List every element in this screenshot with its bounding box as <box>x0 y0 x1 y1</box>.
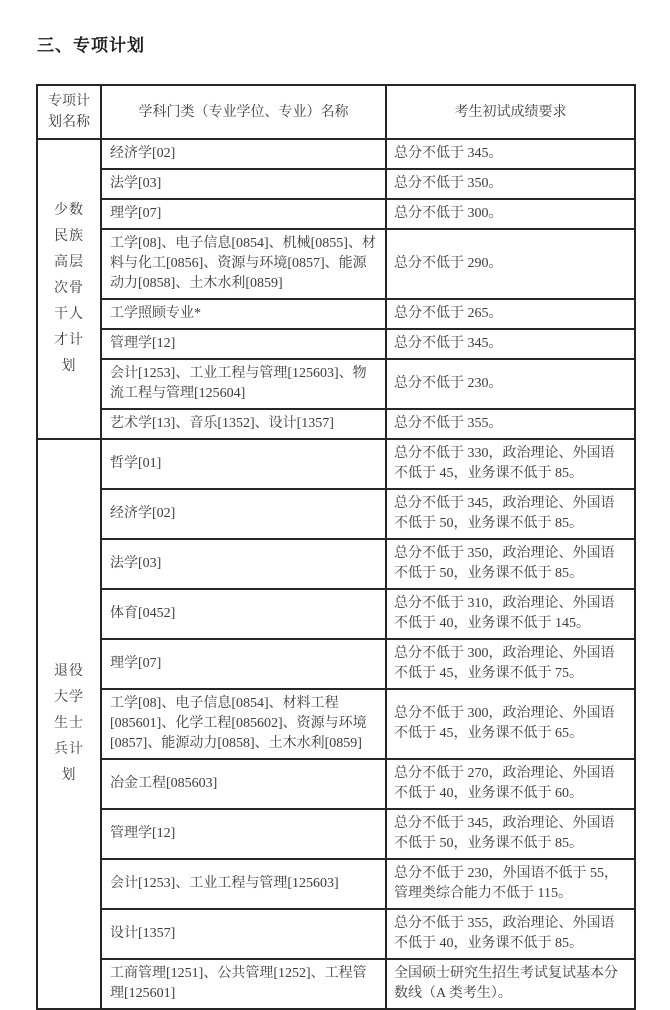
table-row <box>37 689 635 759</box>
plan-name: 少数民族高层次骨干人才计划 <box>54 203 84 374</box>
header-row <box>37 85 635 139</box>
subject-cell: 经济学[02] <box>101 489 386 539</box>
requirement-cell: 总分不低于 355。 <box>386 409 635 439</box>
header-plan-name <box>37 85 101 139</box>
special-plans-table <box>36 84 636 1010</box>
header-requirement: 考生初试成绩要求 <box>386 85 635 139</box>
plan-name-cell <box>37 139 101 439</box>
table-row <box>37 489 635 539</box>
requirement-cell: 总分不低于 345。 <box>386 139 635 169</box>
subject-cell: 冶金工程[085603] <box>101 759 386 809</box>
header-subject: 学科门类（专业学位、专业）名称 <box>101 85 386 139</box>
subject-cell: 管理学[12] <box>101 329 386 359</box>
table-row <box>37 859 635 909</box>
subject-cell: 管理学[12] <box>101 809 386 859</box>
requirement-cell: 总分不低于 230。 <box>386 359 635 409</box>
table-row <box>37 199 635 229</box>
requirement-cell: 总分不低于 350，政治理论、外国语不低于 50，业务课不低于 85。 <box>386 539 635 589</box>
requirement-cell: 总分不低于 345。 <box>386 329 635 359</box>
requirement-cell: 总分不低于 300。 <box>386 199 635 229</box>
requirement-cell: 总分不低于 300，政治理论、外国语不低于 45，业务课不低于 75。 <box>386 639 635 689</box>
requirement-cell: 总分不低于 345，政治理论、外国语不低于 50，业务课不低于 85。 <box>386 809 635 859</box>
requirement-cell: 总分不低于 265。 <box>386 299 635 329</box>
subject-cell: 体育[0452] <box>101 589 386 639</box>
requirement-cell: 总分不低于 230，外国语不低于 55，管理类综合能力不低于 115。 <box>386 859 635 909</box>
requirement-cell: 总分不低于 330，政治理论、外国语不低于 45，业务课不低于 85。 <box>386 439 635 489</box>
table-row <box>37 169 635 199</box>
table-row <box>37 809 635 859</box>
plan-name: 退役大学生士兵计划 <box>54 664 84 783</box>
table-row <box>37 639 635 689</box>
subject-cell: 法学[03] <box>101 169 386 199</box>
requirement-cell: 总分不低于 350。 <box>386 169 635 199</box>
subject-cell: 工学[08]、电子信息[0854]、机械[0855]、材料与化工[0856]、资源与环境[0857]、能源动力[0858]、土木水利[0859] <box>101 229 386 299</box>
table-body <box>37 139 635 1009</box>
requirement-cell: 全国硕士研究生招生考试复试基本分数线（A 类考生）。 <box>386 959 635 1009</box>
subject-cell: 工学[08]、电子信息[0854]、材料工程[085601]、化学工程[085602]、资源与环境[0857]、能源动力[0858]、土木水利[0859] <box>101 689 386 759</box>
requirement-cell: 总分不低于 310，政治理论、外国语不低于 40，业务课不低于 145。 <box>386 589 635 639</box>
page-title: 三、专项计划 <box>37 36 145 55</box>
table-row <box>37 329 635 359</box>
table-row <box>37 229 635 299</box>
plan-name-cell <box>37 439 101 1009</box>
table-row <box>37 299 635 329</box>
requirement-cell: 总分不低于 345，政治理论、外国语不低于 50，业务课不低于 85。 <box>386 489 635 539</box>
requirement-cell: 总分不低于 290。 <box>386 229 635 299</box>
subject-cell: 会计[1253]、工业工程与管理[125603] <box>101 859 386 909</box>
subject-cell: 工学照顾专业* <box>101 299 386 329</box>
subject-cell: 艺术学[13]、音乐[1352]、设计[1357] <box>101 409 386 439</box>
table-row <box>37 409 635 439</box>
table-row <box>37 359 635 409</box>
subject-cell: 哲学[01] <box>101 439 386 489</box>
subject-cell: 设计[1357] <box>101 909 386 959</box>
table-row <box>37 909 635 959</box>
table-row <box>37 589 635 639</box>
table-row <box>37 959 635 1009</box>
subject-cell: 工商管理[1251]、公共管理[1252]、工程管理[125601] <box>101 959 386 1009</box>
subject-cell: 理学[07] <box>101 199 386 229</box>
table-row <box>37 139 635 169</box>
header-plan-name-label: 专项计划名称 <box>48 94 90 130</box>
table-row <box>37 439 635 489</box>
subject-cell: 经济学[02] <box>101 139 386 169</box>
subject-cell: 理学[07] <box>101 639 386 689</box>
requirement-cell: 总分不低于 300，政治理论、外国语不低于 45，业务课不低于 65。 <box>386 689 635 759</box>
requirement-cell: 总分不低于 270，政治理论、外国语不低于 40，业务课不低于 60。 <box>386 759 635 809</box>
table-row <box>37 759 635 809</box>
table-row <box>37 539 635 589</box>
subject-cell: 会计[1253]、工业工程与管理[125603]、物流工程与管理[125604] <box>101 359 386 409</box>
requirement-cell: 总分不低于 355，政治理论、外国语不低于 40，业务课不低于 85。 <box>386 909 635 959</box>
subject-cell: 法学[03] <box>101 539 386 589</box>
